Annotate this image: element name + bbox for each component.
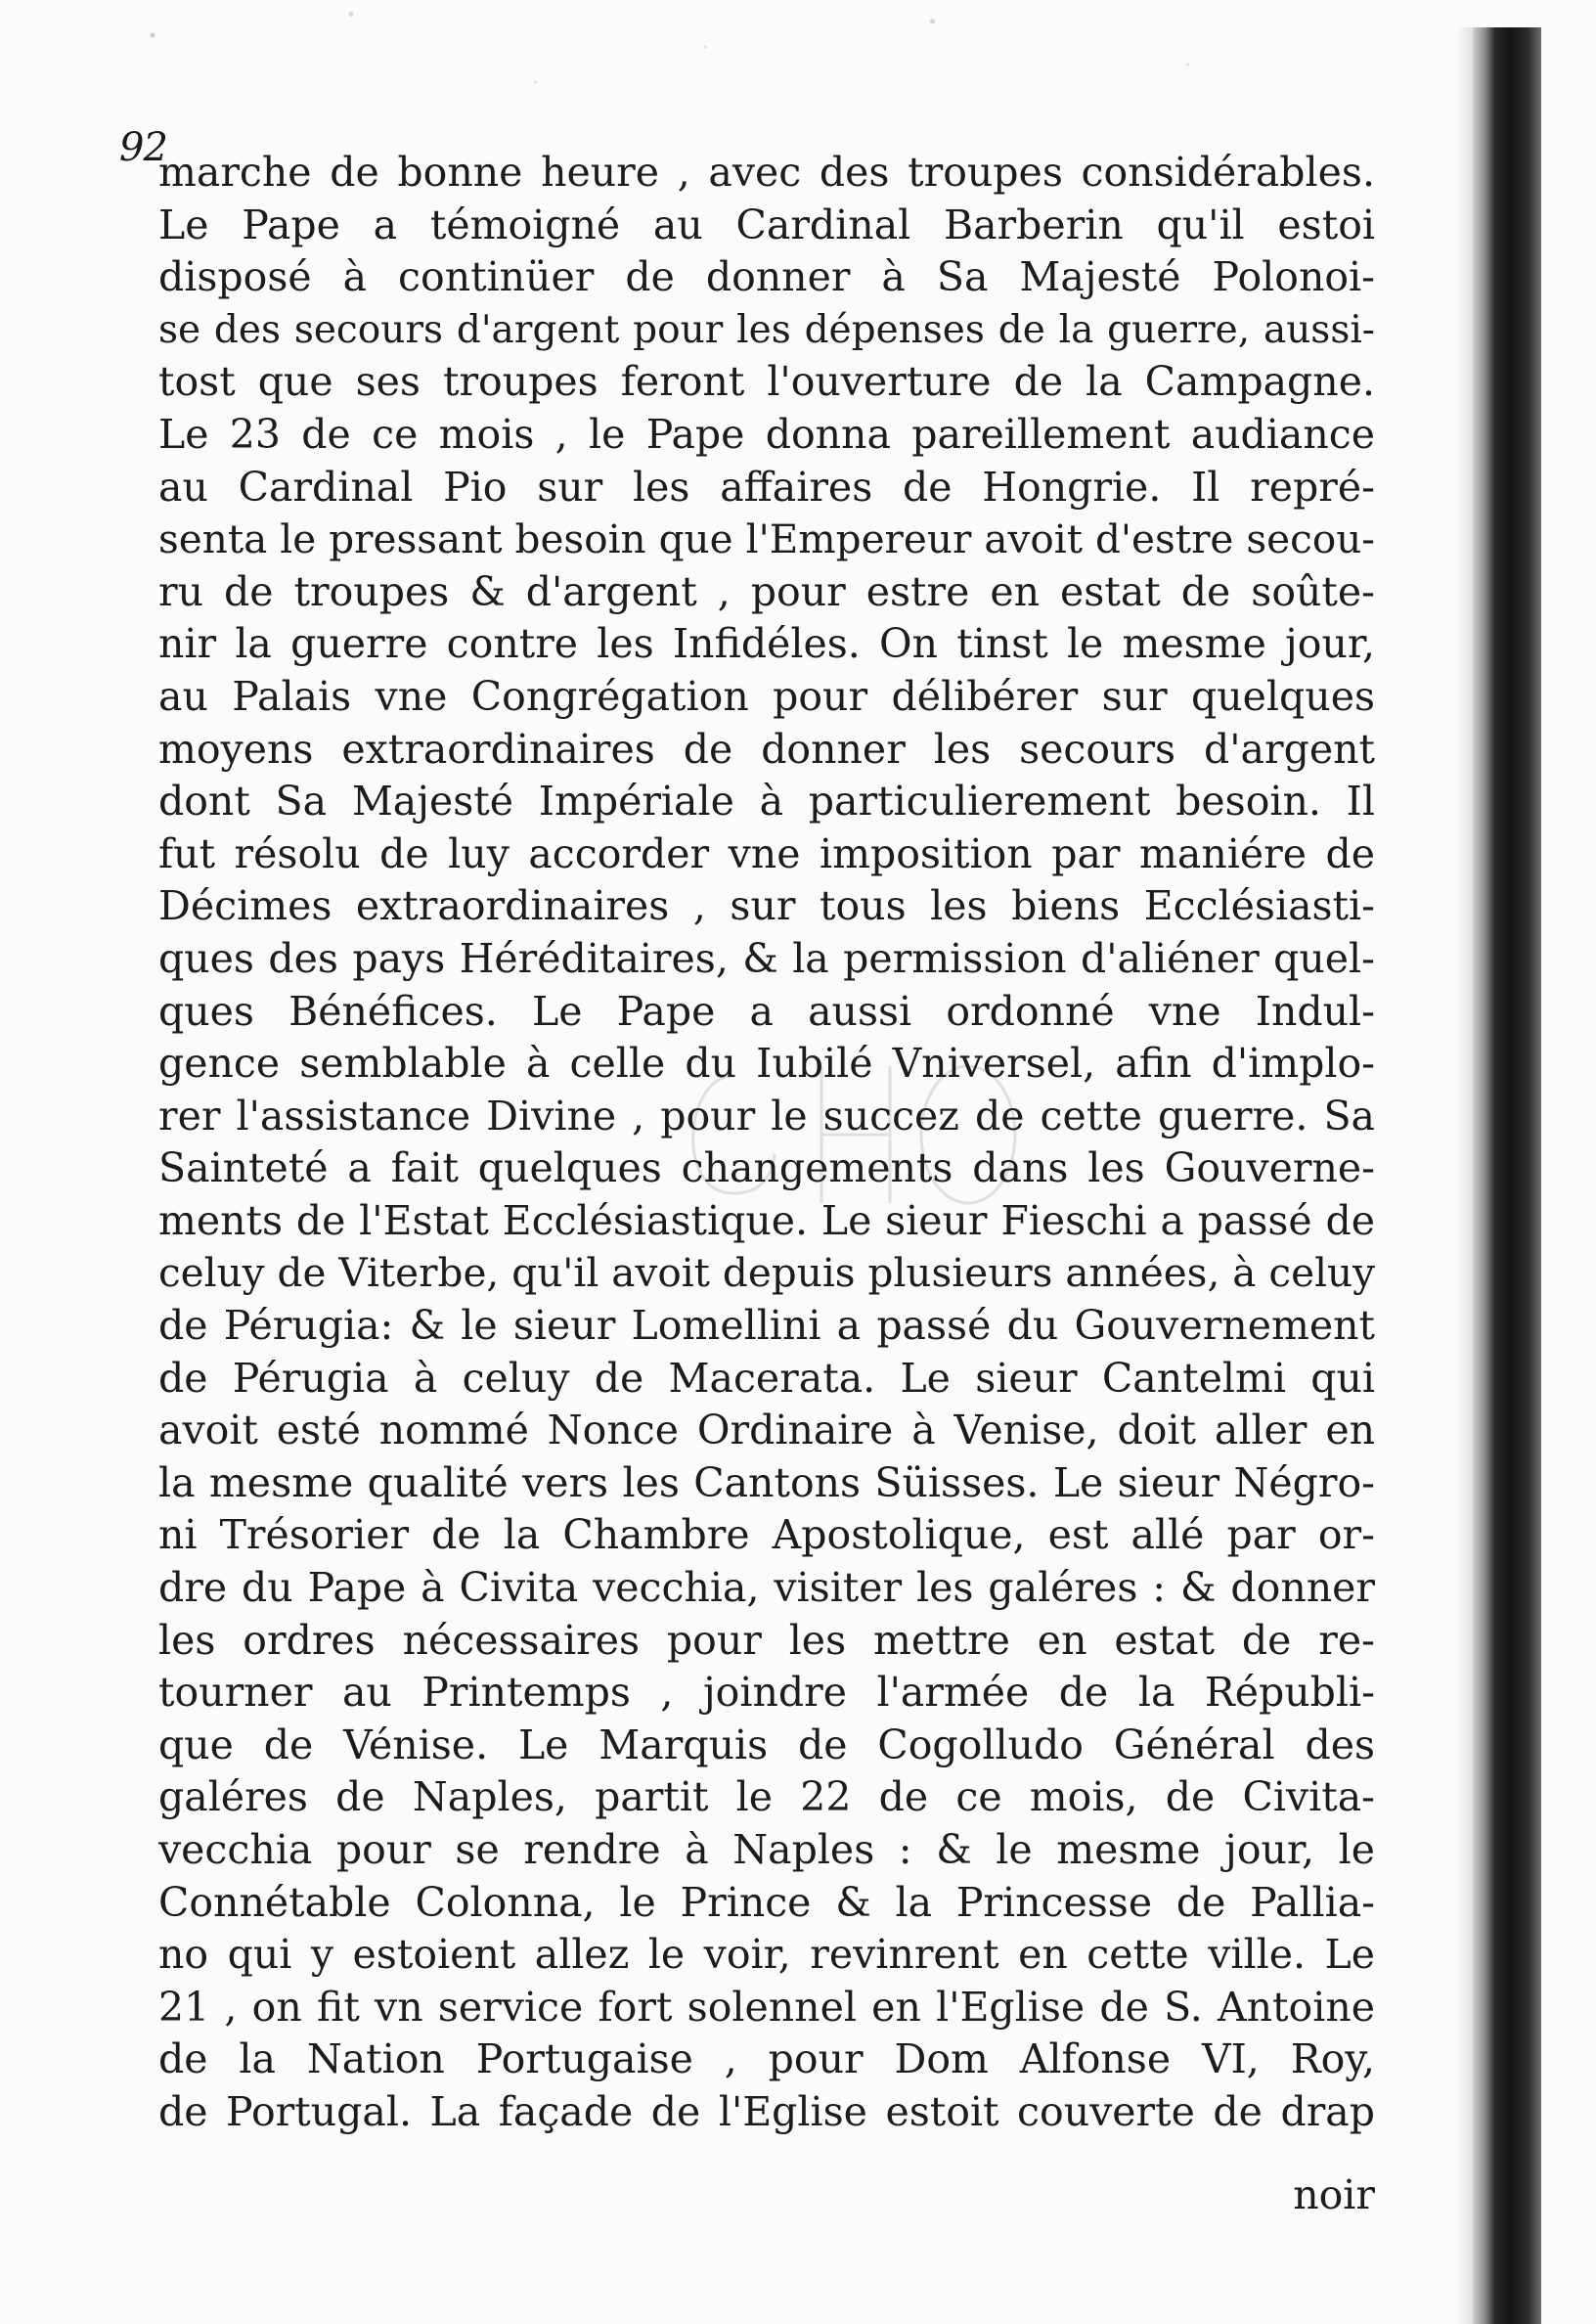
book-binding-edge xyxy=(1473,27,1541,2324)
text-line: Sainteté a fait quelques changements dans les Gouverne- xyxy=(158,1144,1375,1192)
text-line: galéres de Naples, partit le 22 de ce mois, de Civita- xyxy=(158,1773,1375,1821)
text-line: au Cardinal Pio sur les affaires de Hongrie. Il repré- xyxy=(158,463,1375,511)
text-line: de Pérugia à celuy de Macerata. Le sieur Cantelmi qui xyxy=(158,1354,1375,1402)
text-line: celuy de Viterbe, qu'il avoit depuis plusieurs années, à celuy xyxy=(158,1249,1375,1297)
text-line: ru de troupes & d'argent , pour estre en estat de soûte- xyxy=(158,567,1375,615)
text-line: dre du Pape à Civita vecchia, visiter les galéres : & donner xyxy=(158,1564,1375,1612)
text-line: ments de l'Estat Ecclésiastique. Le sieur Fieschi a passé de xyxy=(158,1196,1375,1244)
text-line: de la Nation Portugaise , pour Dom Alfonse VI, Roy, xyxy=(158,2035,1375,2083)
text-line: disposé à continüer de donner à Sa Majesté Polonoi- xyxy=(158,253,1375,301)
text-line: que de Vénise. Le Marquis de Cogolludo Général des xyxy=(158,1721,1375,1768)
text-line: moyens extraordinaires de donner les secours d'argent xyxy=(158,725,1375,773)
text-line: senta le pressant besoin que l'Empereur avoit d'estre secou- xyxy=(158,515,1375,563)
text-line: au Palais vne Congrégation pour délibérer sur quelques xyxy=(158,672,1375,720)
text-line: tourner au Printemps , joindre l'armée de la Républi- xyxy=(158,1669,1375,1717)
text-line: rer l'assistance Divine , pour le succez de cette guerre. Sa xyxy=(158,1092,1375,1140)
text-line: dont Sa Majesté Impériale à particulierement besoin. Il xyxy=(158,778,1375,826)
catchword: noir xyxy=(1293,2171,1375,2218)
text-line: ques des pays Héréditaires, & la permission d'aliéner quel- xyxy=(158,934,1375,982)
scan-noise xyxy=(39,0,1457,117)
text-line: Connétable Colonna, le Prince & la Princesse de Pallia- xyxy=(158,1878,1375,1926)
text-line: gence semblable à celle du Iubilé Vniversel, afin d'implo- xyxy=(158,1040,1375,1088)
text-line: 21 , on fit vn service fort solennel en l'Eglise de S. Antoine xyxy=(158,1983,1375,2031)
text-line: Le 23 de ce mois , le Pape donna pareillement audiance xyxy=(158,410,1375,458)
text-line: Décimes extraordinaires , sur tous les biens Ecclésiasti- xyxy=(158,882,1375,930)
body-text xyxy=(158,147,1375,2139)
text-line: de Pérugia: & le sieur Lomellini a passé du Gouvernement xyxy=(158,1302,1375,1350)
text-line: se des secours d'argent pour les dépenses de la guerre, aussi- xyxy=(158,307,1375,352)
text-line: ques Bénéfices. Le Pape a aussi ordonné vne Indul- xyxy=(158,987,1375,1035)
text-line: de Portugal. La façade de l'Eglise estoit couverte de drap xyxy=(158,2087,1375,2135)
text-line: Le Pape a témoigné au Cardinal Barberin qu'il estoi xyxy=(158,201,1375,248)
text-line: tost que ses troupes feront l'ouverture de la Campagne. xyxy=(158,358,1375,406)
text-line: no qui y estoient allez le voir, revinrent en cette ville. Le xyxy=(158,1931,1375,1979)
text-line: les ordres nécessaires pour les mettre en estat de re- xyxy=(158,1616,1375,1664)
text-line: nir la guerre contre les Infidéles. On tinst le mesme jour, xyxy=(158,620,1375,668)
text-line: la mesme qualité vers les Cantons Süisses. Le sieur Négro- xyxy=(158,1458,1375,1506)
text-line: ni Trésorier de la Chambre Apostolique, est allé par or- xyxy=(158,1511,1375,1559)
text-line: avoit esté nommé Nonce Ordinaire à Venise, doit aller en xyxy=(158,1407,1375,1454)
text-line: fut résolu de luy accorder vne imposition par maniére de xyxy=(158,829,1375,877)
text-line: vecchia pour se rendre à Naples : & le mesme jour, le xyxy=(158,1826,1375,1873)
page-number: 92 xyxy=(119,125,167,170)
text-line: marche de bonne heure , avec des troupes considérables. xyxy=(158,149,1375,196)
